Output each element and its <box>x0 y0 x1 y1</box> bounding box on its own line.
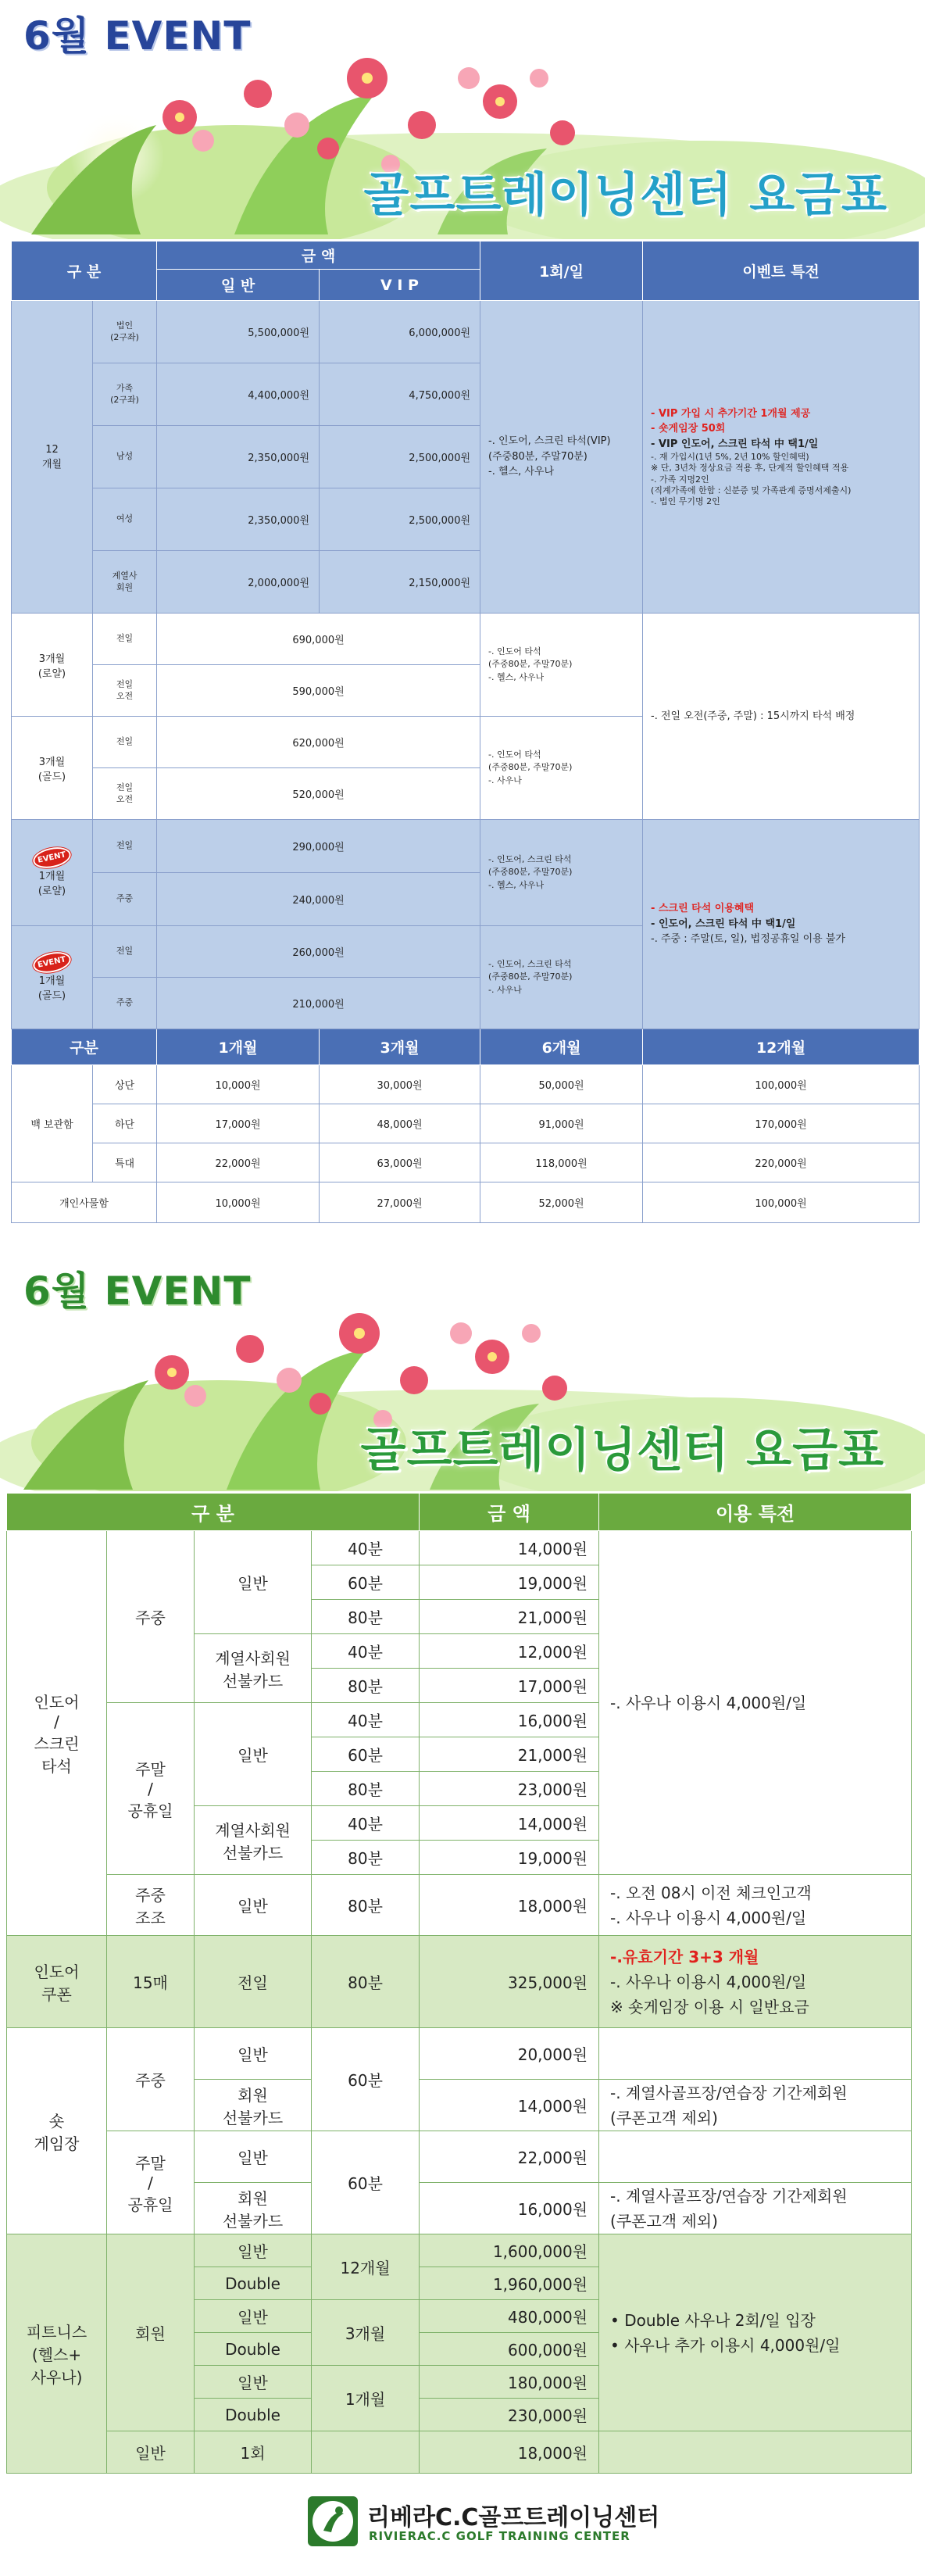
m1-gold-type: 전일 <box>93 926 157 978</box>
duration: 60분 <box>312 2131 420 2234</box>
range-fee-table <box>6 1493 912 2474</box>
duration: 40분 <box>312 1634 420 1669</box>
personal-locker-price: 100,000원 <box>643 1182 920 1223</box>
price: 600,000원 <box>420 2333 599 2366</box>
weekend-label: 주말 / 공휴일 <box>107 2131 195 2234</box>
header-category: 구 분 <box>7 1494 420 1531</box>
m12-vip: 2,500,000원 <box>320 488 480 551</box>
locker-header-category: 구분 <box>12 1029 157 1065</box>
header-benefit: 이용 특전 <box>599 1494 912 1531</box>
price: 1,600,000원 <box>420 2234 599 2267</box>
benefit-line: -. 오전 08시 이전 체크인고객 <box>610 1883 812 1902</box>
header-per-day: 1회/일 <box>480 242 643 301</box>
general-label: 일반 <box>195 1703 312 1806</box>
duration: 80분 <box>312 1936 420 2028</box>
footer-english-name: RIVIERAC.C GOLF TRAINING CENTER <box>369 2529 630 2543</box>
fitness-period: 1개월 <box>312 2366 420 2431</box>
short-benefit: -. 계열사골프장/연습장 기간제회원 (쿠폰고객 제외) <box>599 2080 912 2131</box>
header-event: 이벤트 특전 <box>643 242 920 301</box>
locker-header-m3: 3개월 <box>320 1029 480 1065</box>
m3-royal-type: 전일 <box>93 614 157 665</box>
fitness-benefit <box>599 2234 912 2431</box>
m12-per-day: -. 인도어, 스크린 타석(VIP) (주중80분, 주말70분) -. 헬스, 사우나 <box>480 301 643 614</box>
member-label: 회원 선불카드 <box>195 2080 312 2131</box>
m12-vip: 6,000,000원 <box>320 301 480 363</box>
duration: 80분 <box>312 1600 420 1634</box>
duration: 40분 <box>312 1703 420 1737</box>
footer-logo-block <box>308 2496 660 2551</box>
m12-event-line: -. 재 가입시(1년 5%, 2년 10% 할인혜택) <box>651 452 809 462</box>
m1-royal-label-cell <box>12 820 93 926</box>
locker-type: 상단 <box>93 1065 157 1104</box>
m12-vip: 2,150,000원 <box>320 551 480 614</box>
fitness-double: Double <box>195 2267 312 2300</box>
fitness-double: Double <box>195 2399 312 2431</box>
fitness-period: 3개월 <box>312 2300 420 2366</box>
price: 23,000원 <box>420 1772 599 1806</box>
m1-gold-label: 1개월 (골드) <box>38 975 66 1002</box>
member-label: 회원 선불카드 <box>195 2183 312 2234</box>
locker-header-m6: 6개월 <box>480 1029 643 1065</box>
duration: 80분 <box>312 1875 420 1936</box>
m1-gold-per-day: -. 인도어, 스크린 타석 (주중80분, 주말70분) -. 사우나 <box>480 926 643 1029</box>
locker-price: 22,000원 <box>157 1143 320 1182</box>
early-label: 주중 조조 <box>107 1875 195 1936</box>
locker-price: 17,000원 <box>157 1104 320 1143</box>
coupon-type: 전일 <box>195 1936 312 2028</box>
banner-title: 골프트레이닝센터 요금표 <box>360 1423 884 1478</box>
short-game-label: 숏 게임장 <box>7 2028 107 2234</box>
locker-header-m1: 1개월 <box>157 1029 320 1065</box>
duration: 60분 <box>312 1737 420 1772</box>
short-benefit: -. 계열사골프장/연습장 기간제회원 (쿠폰고객 제외) <box>599 2183 912 2234</box>
m12-label: 12 개월 <box>12 301 93 614</box>
coupon-count: 15매 <box>107 1936 195 2028</box>
m1-gold-price: 260,000원 <box>157 926 480 978</box>
m3-gold-label: 3개월 (골드) <box>12 717 93 820</box>
general-label: 일반 <box>195 1531 312 1634</box>
m12-general: 2,350,000원 <box>157 488 320 551</box>
m1-event <box>643 820 920 1029</box>
duration: 80분 <box>312 1772 420 1806</box>
banner-title: 골프트레이닝센터 요금표 <box>363 168 888 223</box>
general-label: 일반 <box>195 2131 312 2183</box>
m1-royal-price: 290,000원 <box>157 820 480 873</box>
price: 325,000원 <box>420 1936 599 2028</box>
m1-event-line: -. 주중 : 주말(토, 일), 법정공휴일 이용 불가 <box>651 933 845 946</box>
m12-type: 가족 (2구좌) <box>93 363 157 426</box>
footer-name: 리베라C.C골프트레이닝센터 <box>367 2504 660 2531</box>
event-title: 6월 EVENT <box>23 13 252 59</box>
m12-general: 5,500,000원 <box>157 301 320 363</box>
locker-price: 220,000원 <box>643 1143 920 1182</box>
m3-event: -. 전일 오전(주중, 주말) : 15시까지 타석 배정 <box>643 614 920 820</box>
early-type: 일반 <box>195 1875 312 1936</box>
m1-royal-type: 주중 <box>93 873 157 926</box>
weekday-label: 주중 <box>107 1531 195 1703</box>
m3-royal-label: 3개월 (로얄) <box>12 614 93 717</box>
price: 16,000원 <box>420 1703 599 1737</box>
m1-gold-price: 210,000원 <box>157 978 480 1029</box>
personal-locker-price: 52,000원 <box>480 1182 643 1223</box>
m12-type: 계열사 회원 <box>93 551 157 614</box>
benefit-line: -. 사우나 이용시 4,000원/일 <box>610 1972 807 1991</box>
locker-price: 118,000원 <box>480 1143 643 1182</box>
price: 19,000원 <box>420 1841 599 1875</box>
price: 230,000원 <box>420 2399 599 2431</box>
member-label: 회원 <box>107 2234 195 2431</box>
m3-gold-price: 620,000원 <box>157 717 480 768</box>
m12-type: 법인 (2구좌) <box>93 301 157 363</box>
fitness-double: Double <box>195 2333 312 2366</box>
price: 14,000원 <box>420 1806 599 1841</box>
duration: 40분 <box>312 1531 420 1565</box>
coupon-label: 인도어 쿠폰 <box>7 1936 107 2028</box>
m12-vip: 4,750,000원 <box>320 363 480 426</box>
locker-price: 91,000원 <box>480 1104 643 1143</box>
m1-royal-label: 1개월 (로얄) <box>38 871 66 897</box>
locker-label: 백 보관함 <box>12 1065 93 1182</box>
m1-event-line: - 인도어, 스크린 타석 中 택1/일 <box>651 918 796 930</box>
price: 20,000원 <box>420 2028 599 2080</box>
m3-gold-price: 520,000원 <box>157 768 480 820</box>
event-badge: EVENT <box>31 844 73 871</box>
m1-event-line: - 스크린 타석 이용혜택 <box>651 903 755 915</box>
m3-royal-type: 전일 오전 <box>93 665 157 717</box>
membership-fee-table <box>11 241 920 1223</box>
price: 21,000원 <box>420 1600 599 1634</box>
coupon-benefit <box>599 1936 912 2028</box>
price: 14,000원 <box>420 1531 599 1565</box>
benefit-line: ※ 숏게임장 이용 시 일반요금 <box>610 1997 809 2016</box>
benefit-line: • Double 사우나 2회/일 입장 <box>610 2310 816 2330</box>
personal-locker-price: 27,000원 <box>320 1182 480 1223</box>
personal-locker-price: 10,000원 <box>157 1182 320 1223</box>
m12-event-line: -. 가족 지명2인 <box>651 474 709 485</box>
m1-gold-label-cell <box>12 926 93 1029</box>
m12-event-line: (직계가족에 한함 : 신분증 및 가족관계 증명서제출시) <box>651 485 852 496</box>
m12-event-line: ※ 단, 3년차 정상요금 적용 후, 단계적 할인혜택 적용 <box>651 463 849 474</box>
m12-general: 4,400,000원 <box>157 363 320 426</box>
header-vip: V I P <box>320 270 480 301</box>
fitness-single: 일반 <box>195 2366 312 2399</box>
m12-event-line: - VIP 인도어, 스크린 타석 中 택1/일 <box>651 438 819 450</box>
m12-event-line: - 숏게임장 50회 <box>651 423 726 435</box>
price: 22,000원 <box>420 2131 599 2183</box>
event-banner-2 <box>0 1255 925 1491</box>
locker-price: 30,000원 <box>320 1065 480 1104</box>
price: 18,000원 <box>420 1875 599 1936</box>
duration: 80분 <box>312 1841 420 1875</box>
weekday-label: 주중 <box>107 2028 195 2131</box>
empty-cell <box>599 2131 912 2183</box>
price: 21,000원 <box>420 1737 599 1772</box>
m3-gold-type: 전일 <box>93 717 157 768</box>
locker-header-m12: 12개월 <box>643 1029 920 1065</box>
header-amount: 금 액 <box>420 1494 599 1531</box>
price: 1,960,000원 <box>420 2267 599 2300</box>
locker-type: 특대 <box>93 1143 157 1182</box>
early-benefit <box>599 1875 912 1936</box>
price: 14,000원 <box>420 2080 599 2131</box>
benefit-line: -.유효기간 3+3 개월 <box>610 1947 759 1966</box>
m3-royal-price: 590,000원 <box>157 665 480 717</box>
price: 18,000원 <box>420 2431 599 2474</box>
event-title: 6월 EVENT <box>23 1268 252 1314</box>
personal-locker-label: 개인사물함 <box>12 1182 157 1223</box>
duration: 80분 <box>312 1669 420 1703</box>
general-label: 일반 <box>195 2028 312 2080</box>
m3-gold-per-day: -. 인도어 타석 (주중80분, 주말70분) -. 사우나 <box>480 717 643 820</box>
price: 16,000원 <box>420 2183 599 2234</box>
m12-event <box>643 301 920 614</box>
benefit-line: -. 사우나 이용시 4,000원/일 <box>610 1908 807 1927</box>
indoor-benefit: -. 사우나 이용시 4,000원/일 <box>599 1531 912 1875</box>
locker-price: 170,000원 <box>643 1104 920 1143</box>
m1-royal-price: 240,000원 <box>157 873 480 926</box>
price: 480,000원 <box>420 2300 599 2333</box>
m3-royal-per-day: -. 인도어 타석 (주중80분, 주말70분) -. 헬스, 사우나 <box>480 614 643 717</box>
header-category: 구 분 <box>12 242 157 301</box>
m12-general: 2,350,000원 <box>157 426 320 488</box>
header-amount: 금 액 <box>157 242 480 270</box>
riviera-logo-icon <box>308 2496 358 2546</box>
m12-event-line: -. 법인 무기명 2인 <box>651 496 720 507</box>
fitness-general: 일반 <box>107 2431 195 2474</box>
event-banner-1 <box>0 0 925 239</box>
locker-price: 63,000원 <box>320 1143 480 1182</box>
indoor-label: 인도어 / 스크린 타석 <box>7 1531 107 1936</box>
locker-type: 하단 <box>93 1104 157 1143</box>
locker-price: 10,000원 <box>157 1065 320 1104</box>
fitness-label: 피트니스 (헬스+ 사우나) <box>7 2234 107 2474</box>
duration: 60분 <box>312 1565 420 1600</box>
duration: 60분 <box>312 2028 420 2131</box>
affiliate-label: 계열사회원 선불카드 <box>195 1806 312 1875</box>
empty-cell <box>599 2431 912 2474</box>
locker-price: 100,000원 <box>643 1065 920 1104</box>
header-general: 일 반 <box>157 270 320 301</box>
price: 12,000원 <box>420 1634 599 1669</box>
m12-vip: 2,500,000원 <box>320 426 480 488</box>
m12-event-line: - VIP 가입 시 추가기간 1개월 제공 <box>651 407 811 420</box>
fitness-single: 일반 <box>195 2234 312 2267</box>
fitness-period: 12개월 <box>312 2234 420 2300</box>
m1-gold-type: 주중 <box>93 978 157 1029</box>
weekend-label: 주말 / 공휴일 <box>107 1703 195 1875</box>
m1-royal-type: 전일 <box>93 820 157 873</box>
m1-royal-per-day: -. 인도어, 스크린 타석 (주중80분, 주말70분) -. 헬스, 사우나 <box>480 820 643 926</box>
m12-type: 남성 <box>93 426 157 488</box>
price: 17,000원 <box>420 1669 599 1703</box>
duration: 40분 <box>312 1806 420 1841</box>
m3-royal-price: 690,000원 <box>157 614 480 665</box>
event-badge: EVENT <box>31 949 73 976</box>
m3-gold-type: 전일 오전 <box>93 768 157 820</box>
locker-price: 50,000원 <box>480 1065 643 1104</box>
price: 19,000원 <box>420 1565 599 1600</box>
locker-price: 48,000원 <box>320 1104 480 1143</box>
m12-type: 여성 <box>93 488 157 551</box>
m12-general: 2,000,000원 <box>157 551 320 614</box>
affiliate-label: 계열사회원 선불카드 <box>195 1634 312 1703</box>
price: 180,000원 <box>420 2366 599 2399</box>
empty-cell <box>312 2431 420 2474</box>
golfer-icon <box>308 2496 358 2546</box>
fitness-once: 1회 <box>195 2431 312 2474</box>
fitness-single: 일반 <box>195 2300 312 2333</box>
benefit-line: • 사우나 추가 이용시 4,000원/일 <box>610 2335 841 2355</box>
empty-cell <box>599 2028 912 2080</box>
